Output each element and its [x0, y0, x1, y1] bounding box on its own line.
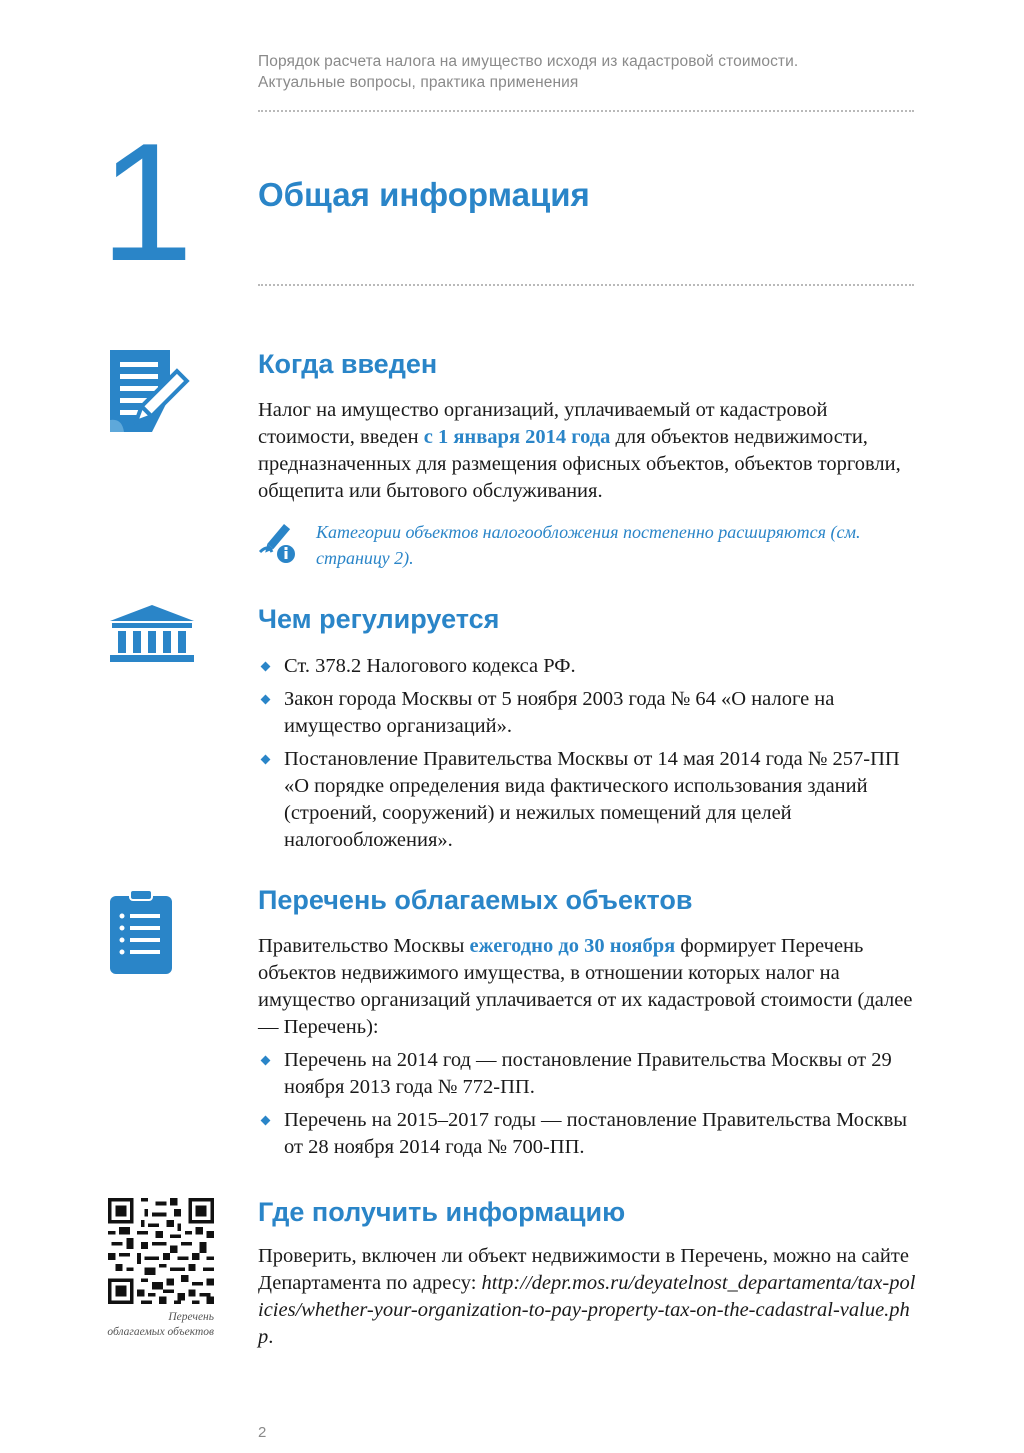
department-url-link[interactable]: http://depr.mos.ru/deyatelnost_departamenta/tax-policies/whether-your-organization-to-pay-property-tax-on-the-cadastral-value.php	[258, 1272, 916, 1348]
section-when-paragraph	[258, 397, 918, 505]
list-item	[258, 686, 918, 740]
list-item-text: Закон города Москвы от 5 ноября 2003 года № 64 «О налоге на имущество организаций».	[284, 688, 835, 737]
list-item-text: Постановление Правительства Москвы от 14 мая 2014 года № 257-ПП «О порядке определения вида фактического использования зданий (строений, сооружений) и нежилых помещений для целей налогообложения».	[284, 748, 900, 851]
date-highlight: с 1 января 2014 года	[423, 426, 611, 448]
list-item	[258, 1107, 918, 1161]
chapter-number: 1	[100, 108, 194, 296]
list-item	[258, 746, 918, 854]
section-list-title: Перечень облагаемых объектов	[258, 885, 693, 915]
clipboard-list-icon	[108, 888, 174, 976]
bullet-diamond-icon	[261, 695, 271, 705]
perechen-list	[258, 1047, 918, 1167]
section-info-title: Где получить информацию	[258, 1197, 626, 1227]
page-number: 2	[258, 1424, 267, 1441]
bullet-diamond-icon	[261, 1056, 271, 1066]
bullet-diamond-icon	[261, 1116, 271, 1126]
government-building-icon	[108, 603, 196, 663]
list-item	[258, 1047, 918, 1101]
bullet-diamond-icon	[261, 662, 271, 672]
header-divider	[258, 110, 914, 112]
qr-caption-line-2: облагаемых объектов	[107, 1326, 214, 1338]
chapter-title: Общая информация	[258, 176, 590, 213]
qr-code-icon	[108, 1198, 214, 1304]
bullet-diamond-icon	[261, 755, 271, 765]
paragraph-end: .	[268, 1326, 274, 1348]
section-when-title: Когда введен	[258, 349, 438, 379]
deadline-highlight: ежегодно до 30 ноября	[469, 935, 676, 957]
running-header-line-1: Порядок расчета налога на имущество исходя из кадастровой стоимости.	[258, 53, 799, 70]
qr-caption-line-1: Перечень	[168, 1311, 214, 1323]
section-info-paragraph	[258, 1243, 918, 1351]
paragraph-text-continued: для объектов недвижимости, предназначенных для размещения офисных объектов, объектов торговли, общепита или бытового обслуживания.	[258, 426, 901, 502]
qr-caption	[80, 1310, 214, 1340]
document-edit-icon	[108, 348, 200, 440]
regulation-list	[258, 653, 918, 860]
list-item-text: Ст. 378.2 Налогового кодекса РФ.	[284, 655, 576, 677]
paragraph-text: Налог на имущество организаций, уплачиваемый от кадастровой стоимости, введен	[258, 399, 828, 448]
list-item	[258, 653, 918, 680]
section-list-paragraph	[258, 933, 918, 1041]
paragraph-text: Правительство Москвы	[258, 935, 470, 957]
paragraph-text-continued: формирует Перечень объектов недвижимого имущества, в отношении которых налог на имущество организаций уплачивается от их кадастровой стоимости (далее — Перечень):	[258, 935, 913, 1038]
running-header-line-2: Актуальные вопросы, практика применения	[258, 74, 579, 91]
paragraph-text: Проверить, включен ли объект недвижимости в Перечень, можно на сайте Департамента по адресу:	[258, 1245, 909, 1294]
pencil-info-icon	[258, 522, 298, 564]
section-regulated-title: Чем регулируется	[258, 604, 500, 634]
section-when-note: Категории объектов налогообложения постепенно расширяются (см. страницу 2).	[316, 522, 861, 568]
list-item-text: Перечень на 2014 год — постановление Правительства Москвы от 29 ноября 2013 года № 772-ПП.	[284, 1049, 892, 1098]
list-item-text: Перечень на 2015–2017 годы — постановление Правительства Москвы от 28 ноября 2014 года № 700-ПП.	[284, 1109, 908, 1158]
chapter-divider	[258, 284, 914, 286]
